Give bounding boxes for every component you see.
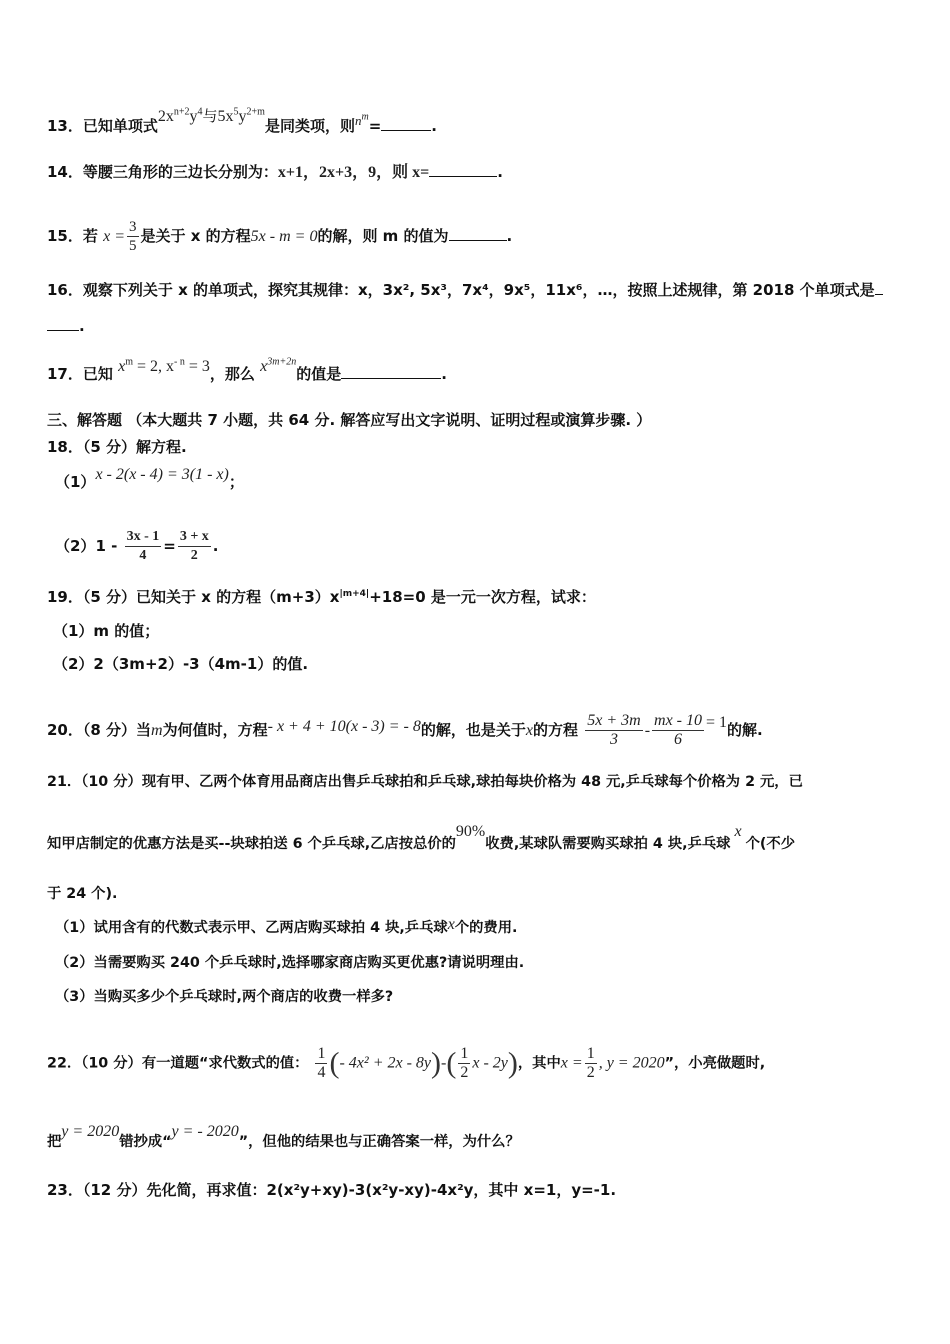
question-15: 15．若 x = $\frac{3}{5}$ 是关于 x 的方程5x - m = 0的解，则 m 的值为 . (47, 219, 513, 254)
question-18-part-2: （2）1 - $\frac{3x - 1}{4}$ = $\frac{3 + x}{2}$ . (55, 529, 219, 563)
q20-equation-1: - x + 4 + 10(x - 3) = - 8 (267, 718, 421, 735)
q15-equation: 5x - m = 0 (250, 228, 318, 245)
question-17: 17．已知 $x^m = 2$, $x^{- n} = 3$，那么 $x^{3m+2n}$的值是 . (47, 356, 447, 383)
question-22: 22．（10 分）有一道题“求代数式的值： $\frac{1}{4}$ (- 4x² + 2x - 8y)-( $\frac{1}{2}$ x - 2y)，其中x = $\frac{1}{2}$ , y = 2020”，小亮做题时, (47, 1045, 766, 1081)
question-13: 13．已知单项式$2x^{n+2}y^4$与$5x^5y^{2+m}$是同类项，则$n^m=$ . (47, 106, 437, 135)
q13-term-a: 2x (157, 108, 174, 125)
q14-answer-blank[interactable] (429, 162, 497, 177)
q16-answer-blank-a[interactable] (875, 280, 883, 295)
question-23: 23．（12 分）先化简，再求值：2(x²y+xy)-3(x²y-xy)-4x²y，其中 x=1，y=-1. (47, 1181, 617, 1199)
question-19-part-2: （2）2（3m+2）-3（4m-1）的值. (53, 655, 309, 673)
question-21-part-1: （1）试用含有的代数式表示甲、乙两店购买球拍 4 块,乒乓球x个的费用. (55, 916, 518, 936)
question-18: 18．（5 分）解方程. (47, 438, 187, 456)
q13-answer-blank[interactable] (381, 116, 431, 131)
q13-prefix: 已知单项式 (82, 117, 158, 135)
question-21: 21．（10 分）现有甲、乙两个体育用品商店出售乒乓球拍和乒乓球,球拍每块价格为 48 元,乒乓球每个价格为 2 元，已 (47, 774, 803, 790)
question-18-part-1: （1）x - 2(x - 4) = 3(1 - x)； (55, 466, 244, 491)
question-21-part-3: （3）当购买多少个乒乓球时,两个商店的收费一样多? (55, 989, 394, 1005)
question-19-part-1: （1）m 的值； (53, 622, 160, 640)
question-22-line-2: 把y = 2020错抄成“y = - 2020”，但他的结果也与正确答案一样，为什么？ (47, 1123, 520, 1150)
question-19: 19．（5 分）已知关于 x 的方程$(m+3)x^{|m+4|}+18=0$ 是一元一次方程，试求： (47, 588, 596, 606)
question-21-part-2: （2）当需要购买 240 个乒乓球时,选择哪家商店购买更优惠?请说明理由. (55, 955, 525, 971)
q16-answer-blank-b[interactable] (47, 316, 79, 331)
question-21-line-2: 知甲店制定的优惠方法是买--块球拍送 6 个乒乓球,乙店按总价的90%收费,某球队需要购买球拍 4 块,乒乓球x个(不少 (47, 823, 796, 852)
question-21-line-3: 于 24 个). (47, 886, 118, 902)
question-16-cont: . (47, 316, 85, 336)
q18-equation-1: x - 2(x - 4) = 3(1 - x) (95, 466, 229, 483)
section-3-heading (47, 410, 651, 430)
question-14: 14．等腰三角形的三边长分别为：x+1，2x+3，9，则 x= . (47, 163, 503, 181)
question-20: 20．（8 分）当m为何值时，方程- x + 4 + 10(x - 3) = - 8的解，也是关于x的方程 $\frac{5x + 3m}{3}$ - $\frac{mx - 10}{6}$ = 1的解. (47, 712, 763, 748)
q13-term-b: 5x (217, 108, 234, 125)
q13-number: 13． (47, 117, 83, 135)
question-16: 16．观察下列关于 x 的单项式，探究其规律：x，3x², 5x³，7x⁴，9x⁵，11x⁶，…，按照上述规律，第 2018 个单项式是 (47, 280, 883, 300)
section-note: （本大题共 7 小题，共 64 分. 解答应写出文字说明、证明过程或演算步骤. ） (127, 411, 652, 429)
q17-answer-blank[interactable] (341, 364, 441, 379)
section-title: 三、解答题 (47, 411, 123, 429)
q15-answer-blank[interactable] (449, 226, 507, 241)
